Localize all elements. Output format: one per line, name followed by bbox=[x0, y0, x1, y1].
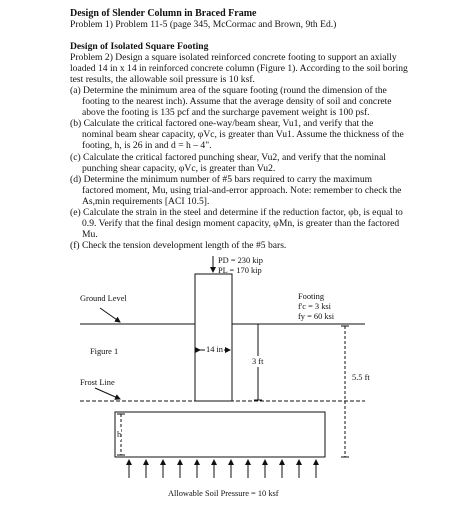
item-d-line-2: factored moment, Mu, using trial-and-error approach. Note: remember to check the bbox=[82, 185, 402, 196]
depth-55ft-dimension bbox=[341, 326, 349, 457]
footing-thickness-label: h bbox=[117, 430, 122, 439]
item-b-line-1: (b) Calculate the critical factored one-way/beam shear, Vu1, and verify that the bbox=[70, 118, 374, 129]
problem-1-text: Problem 1) Problem 11-5 (page 345, McCormac and Brown, 9th Ed.) bbox=[70, 19, 337, 30]
item-e-line-3: Mu. bbox=[82, 229, 98, 240]
item-d-line-1: (d) Determine the minimum number of #5 bars required to carry the maximum bbox=[70, 174, 373, 185]
section-title: Design of Isolated Square Footing bbox=[70, 41, 209, 52]
item-d-line-3: As,min requirements [ACI 10.5]. bbox=[82, 196, 210, 207]
figure-caption: Figure 1 bbox=[90, 347, 119, 356]
frost-line bbox=[80, 388, 365, 401]
column-outline bbox=[195, 274, 232, 401]
footing-label: Footing bbox=[298, 292, 325, 301]
soil-pressure-label: Allowable Soil Pressure = 10 ksf bbox=[168, 489, 279, 498]
depth-55ft-label: 5.5 ft bbox=[352, 373, 370, 382]
intro-line-3: test results, the allowable soil pressure is 10 ksf. bbox=[70, 74, 255, 85]
depth-3ft-label: 3 ft bbox=[252, 357, 264, 366]
item-f-line-1: (f) Check the tension development length of the #5 bars. bbox=[70, 240, 287, 251]
ground-level-arrow bbox=[100, 308, 120, 322]
live-load-label: PL = 170 kip bbox=[218, 266, 262, 275]
item-b-line-2: nominal beam shear capacity, φVc, is greater than Vu1. Assume the thickness of the bbox=[82, 129, 404, 140]
intro-line-1: Problem 2) Design a square isolated reinforced concrete footing to support an axially bbox=[70, 52, 397, 63]
item-b-line-3: footing, h, is 26 in and d = h – 4". bbox=[82, 140, 212, 151]
item-a-line-1: (a) Determine the minimum area of the square footing (round the dimension of the bbox=[70, 85, 387, 96]
document-title: Design of Slender Column in Braced Frame bbox=[70, 8, 257, 19]
intro-line-2: loaded 14 in x 14 in reinforced concrete column (Figure 1). According to the soil boring bbox=[70, 63, 408, 74]
item-c-line-2: punching shear capacity, φVc, is greater than Vu2. bbox=[82, 163, 276, 174]
item-a-line-2: footing to the nearest inch). Assume that the average density of soil and concrete bbox=[82, 96, 392, 107]
item-e-line-1: (e) Calculate the strain in the steel and determine if the reduction factor, φb, is equal to bbox=[70, 207, 403, 218]
item-c-line-1: (c) Calculate the critical factored punching shear, Vu2, and verify that the nominal bbox=[70, 152, 386, 163]
soil-pressure-arrows bbox=[129, 460, 316, 478]
item-e-line-2: 0.9. Verify that the final design moment capacity, φMn, is greater than the factored bbox=[82, 218, 400, 229]
item-a-line-3: above the footing is 135 pcf and the surcharge pavement weight is 100 psf. bbox=[82, 107, 370, 118]
ground-level-label: Ground Level bbox=[80, 294, 127, 303]
dead-load-label: PD = 230 kip bbox=[218, 256, 263, 265]
steel-yield-label: fy = 60 ksi bbox=[298, 312, 335, 321]
frost-line-label: Frost Line bbox=[80, 378, 115, 387]
column-width-label: 14 in bbox=[206, 345, 223, 354]
footing-outline bbox=[115, 412, 325, 457]
concrete-strength-label: f'c = 3 ksi bbox=[298, 302, 331, 311]
